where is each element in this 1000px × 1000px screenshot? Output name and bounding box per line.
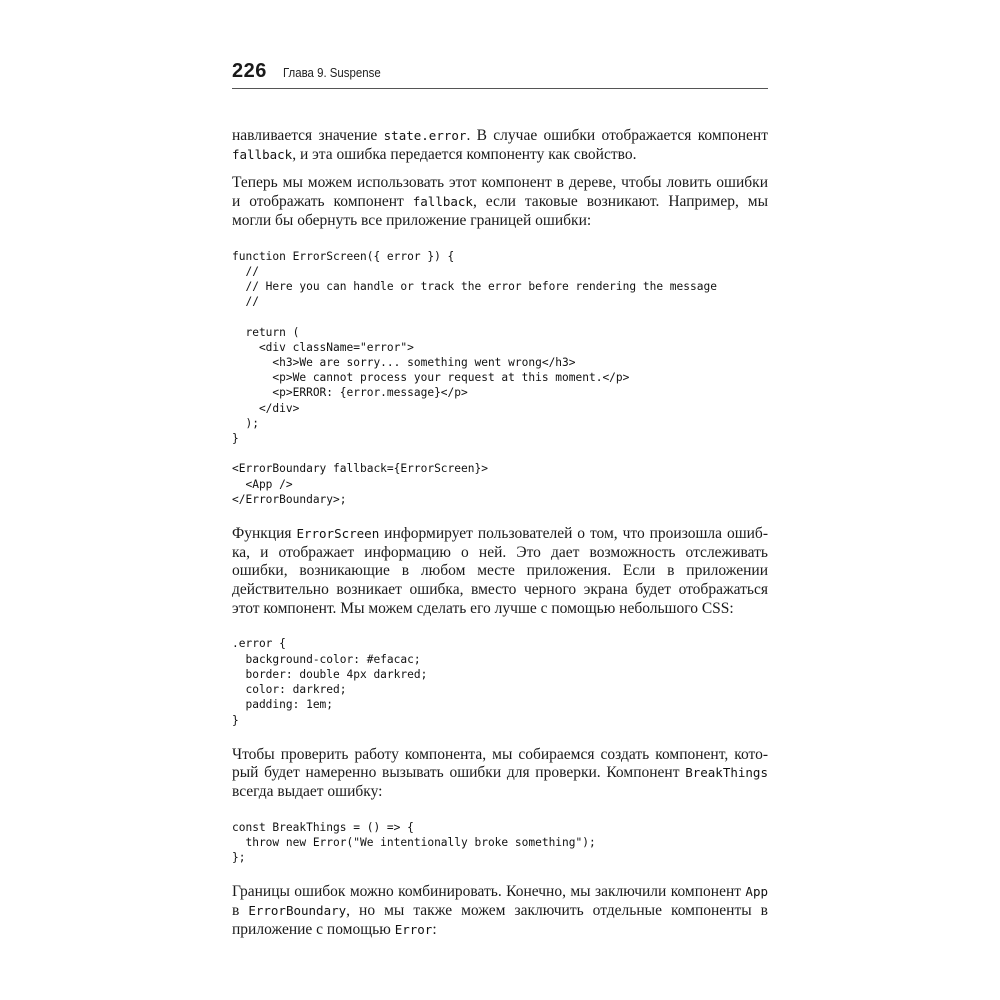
paragraph-2: [232, 174, 768, 230]
paragraph-4-text-1: Чтобы проверить работу компонента, мы собираемся создать компонент, который будет намеренно вызывать ошибки для проверки. Компонент: [232, 745, 768, 782]
paragraph-3-text-2: информирует пользователей о том, что произошла ошибка, и отображает информацию о ней. Это дает возможность отслеживать ошибки, возникающие в любом месте приложения. Если в приложении действительно возникает ошибка, вместо черного экрана будет отображаться этот компонент. Мы можем сделать его лучше с помощью небольшого CSS:: [232, 524, 768, 617]
paragraph-3: [232, 525, 768, 619]
inline-code-errorscreen: ErrorScreen: [296, 525, 380, 541]
paragraph-5: [232, 883, 768, 939]
paragraph-5-text-4: :: [432, 920, 437, 938]
paragraph-3-text-1: Функция: [232, 524, 297, 542]
paragraph-4: [232, 746, 768, 802]
code-block-css: .error { background-color: #efacac; border: double 4px darkred; color: darkred; padding: 1em; }: [232, 637, 428, 727]
inline-code-app: App: [745, 884, 768, 900]
paragraph-5-text-2: в: [232, 902, 249, 920]
paragraph-5-text-1: Границы ошибок можно комбинировать. Конечно, мы заключили компонент: [232, 883, 746, 901]
code-block-error-screen: function ErrorScreen({ error }) { // // Here you can handle or track the error before rendering the message // return ( <div className="error"> <h3>We are sorry... something went wrong</h3> <p>We cannot process your request at this moment.</p> <p>ERROR: {error.message}</p> </div> ); } <ErrorBoundary fallback={ErrorScreen}> <App /> </ErrorBoundary>;: [232, 249, 717, 506]
paragraph-1-text-2: . В случае ошибки отображается компонент: [466, 127, 768, 144]
paragraph-2-text-1: Теперь мы можем использовать этот компонент в дереве, чтобы ловить ошибки и отображать компонент: [232, 174, 768, 211]
page-number: 226: [232, 60, 267, 82]
inline-code-errorboundary: ErrorBoundary: [248, 903, 347, 919]
page-content: [232, 127, 768, 940]
paragraph-1-text-1: навливается значение: [232, 127, 384, 144]
paragraph-4-text-2: всегда выдает ошибку:: [232, 783, 383, 801]
inline-code-fallback: fallback: [232, 146, 293, 162]
paragraph-2-text-2: , если таковые возникают. Например, мы могли бы обернуть все приложение границей ошибки:: [232, 193, 768, 229]
inline-code-breakthings: BreakThings: [685, 765, 768, 781]
paragraph-1-text-3: , и эта ошибка передается компоненту как свойство.: [292, 145, 637, 163]
book-page: [232, 60, 768, 940]
inline-code-state-error: state.error: [383, 128, 467, 143]
inline-code-error: Error: [394, 921, 433, 937]
paragraph-5-text-3: , но мы также можем заключить отдельные компоненты в приложение с помощью: [232, 902, 768, 938]
code-block-break-things: const BreakThings = () => { throw new Error("We intentionally broke something"); };: [232, 820, 596, 865]
page-header: [232, 60, 768, 89]
paragraph-1: [232, 127, 768, 164]
chapter-title: Глава 9. Suspense: [282, 65, 381, 80]
inline-code-fallback: fallback: [412, 194, 473, 210]
